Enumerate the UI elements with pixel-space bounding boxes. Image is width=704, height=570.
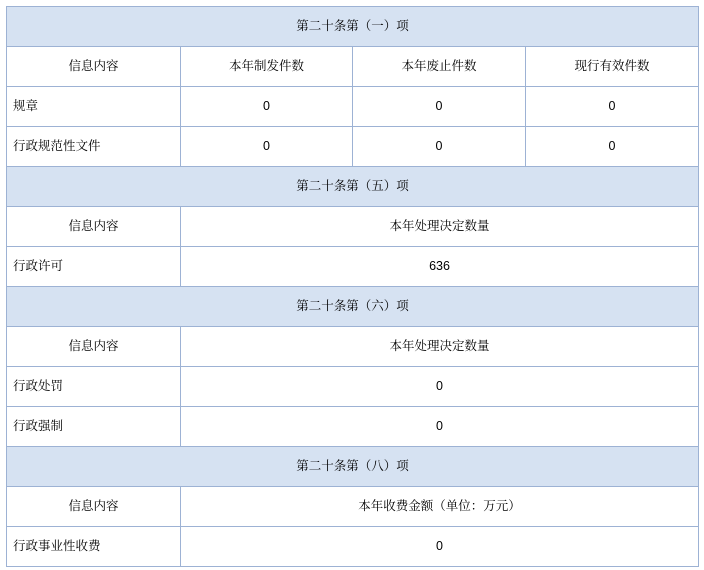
- row-value: 0: [353, 87, 526, 127]
- section-title: 第二十条第（五）项: [7, 167, 699, 207]
- section-title: 第二十条第（六）项: [7, 287, 699, 327]
- section-title-row: [7, 167, 699, 207]
- row-value: 0: [181, 127, 353, 167]
- row-label: 行政事业性收费: [7, 527, 181, 567]
- row-value: 0: [526, 127, 699, 167]
- row-value: 0: [353, 127, 526, 167]
- column-header-effective-count: 现行有效件数: [526, 47, 699, 87]
- column-header-decision-count: 本年处理决定数量: [181, 207, 699, 247]
- column-header-info-content: 信息内容: [7, 207, 181, 247]
- table-header-row: [7, 207, 699, 247]
- row-value: 0: [526, 87, 699, 127]
- section-title-row: [7, 7, 699, 47]
- table-header-row: [7, 47, 699, 87]
- column-header-issued-count: 本年制发件数: [181, 47, 353, 87]
- row-label: 行政许可: [7, 247, 181, 287]
- table-header-row: [7, 487, 699, 527]
- table-row: [7, 367, 699, 407]
- row-value: 0: [181, 407, 699, 447]
- section-title: 第二十条第（一）项: [7, 7, 699, 47]
- row-label: 行政强制: [7, 407, 181, 447]
- row-label: 行政规范性文件: [7, 127, 181, 167]
- table-header-row: [7, 327, 699, 367]
- column-header-decision-count: 本年处理决定数量: [181, 327, 699, 367]
- column-header-fee-amount: 本年收费金额（单位：万元）: [181, 487, 699, 527]
- row-label: 行政处罚: [7, 367, 181, 407]
- section-title-row: [7, 287, 699, 327]
- section-title-row: [7, 447, 699, 487]
- table-row: [7, 407, 699, 447]
- column-header-info-content: 信息内容: [7, 327, 181, 367]
- row-value: 0: [181, 527, 699, 567]
- row-value: 0: [181, 87, 353, 127]
- section-title: 第二十条第（八）项: [7, 447, 699, 487]
- table-row: [7, 127, 699, 167]
- row-label: 规章: [7, 87, 181, 127]
- government-disclosure-table: [6, 6, 699, 567]
- row-value: 636: [181, 247, 699, 287]
- table-row: [7, 527, 699, 567]
- column-header-info-content: 信息内容: [7, 487, 181, 527]
- column-header-abolished-count: 本年废止件数: [353, 47, 526, 87]
- table-row: [7, 87, 699, 127]
- row-value: 0: [181, 367, 699, 407]
- table-row: [7, 247, 699, 287]
- column-header-info-content: 信息内容: [7, 47, 181, 87]
